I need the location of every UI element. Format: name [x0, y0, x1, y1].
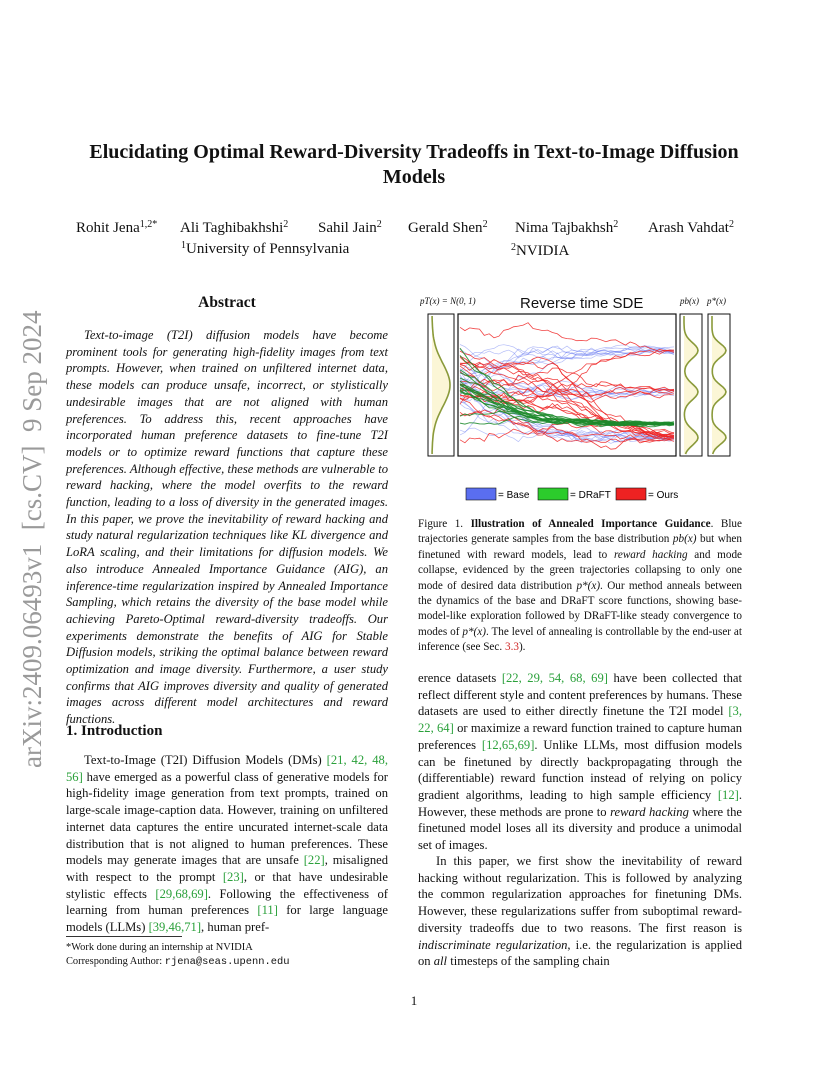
- text-run: . Unlike LLMs, most diffusion models can be finetuned by directly backpropagating through the (differentiable) reward function instead of relying on policy gradient algorithms, leading to high sample efficiency: [418, 737, 742, 802]
- text-run: In this paper, we first show the inevitability of reward hacking without regularization. This is followed by analyzing the common regularization approaches for finetuning DMs. However, these regularizations suffer from suboptimal reward-diversity tradeoffs due to two reasons. The first reason is: [418, 854, 742, 935]
- citation-link[interactable]: [12]: [717, 787, 739, 802]
- legend: [466, 488, 678, 501]
- author: [180, 219, 288, 237]
- author-affiliation-mark: 2: [376, 219, 382, 230]
- citation-link[interactable]: [23]: [222, 869, 244, 884]
- section-reference-link[interactable]: 3.3: [504, 641, 519, 654]
- citation-link[interactable]: [12,65,69]: [481, 737, 535, 752]
- text-run: , i.e. the regularization is applied on: [418, 937, 742, 969]
- affiliation-name: NVIDIA: [516, 243, 570, 259]
- affiliation: [181, 240, 349, 258]
- text-run: have been collected that reflect different style and content preferences by humans. These datasets are used to either directly finetune the T2I model: [418, 671, 743, 719]
- citation-link[interactable]: [11]: [257, 903, 278, 918]
- text-run: Text-to-Image (T2I) Diffusion Models (DMs): [84, 753, 327, 767]
- text-run: . However, these methods are prone to: [418, 787, 742, 819]
- arxiv-identifier-stamp: [8, 290, 52, 770]
- author-name: Rohit Jena: [76, 220, 140, 236]
- section-heading-introduction: 1. Introduction: [66, 723, 163, 739]
- emphasis-text: indiscriminate regularization: [418, 937, 568, 952]
- paper-title: Elucidating Optimal Reward-Diversity Tradeoffs in Text-to-Image Diffusion Models: [89, 141, 739, 188]
- legend-swatch-draft: [538, 488, 568, 500]
- legend-swatch-ours: [616, 488, 646, 500]
- text-run: ).: [518, 641, 526, 654]
- text-run: or maximize a reward function trained to capture human preferences: [418, 721, 743, 752]
- author-affiliation-mark: 2: [613, 219, 619, 230]
- base-distribution-label: pb(x): [680, 296, 699, 306]
- text-run: and mode collapse, evidenced by the green trajectories collapsing to only one mode of desired data distribution: [418, 548, 742, 592]
- affiliation-mark: 1: [181, 240, 186, 251]
- author-affiliation-mark: 1,2*: [139, 219, 158, 230]
- emphasis-text: reward hacking: [613, 548, 688, 561]
- author-name: Nima Tajbakhsh: [515, 220, 614, 236]
- citation-link[interactable]: [39,46,71]: [148, 920, 202, 935]
- text-run: , human pref-: [201, 920, 270, 935]
- text-run: . Following the effectiveness of learning from human preferences: [66, 886, 389, 918]
- author: [76, 219, 157, 237]
- author-email-link[interactable]: rjena@seas.upenn.edu: [164, 956, 290, 968]
- author-name: Sahil Jain: [318, 220, 377, 236]
- footnote-internship: *Work done during an internship at NVIDIA: [66, 942, 253, 953]
- emphasis-text: p*(x): [576, 579, 601, 592]
- author-affiliation-mark: 2: [482, 219, 488, 230]
- abstract-heading: Abstract: [198, 294, 256, 311]
- text-run: , or that have undesirable stylistic effects: [66, 869, 388, 901]
- affiliation-name: University of Pennsylvania: [186, 241, 350, 257]
- footnote-corresponding-author: [66, 955, 289, 969]
- figure-1-illustration: [420, 292, 742, 506]
- text-run: , misaligned with respect to the prompt: [66, 853, 389, 884]
- text-run: . The level of annealing is controllable by the end-user at inference (see Sec.: [418, 625, 742, 654]
- citation-link[interactable]: [21, 42, 48, 56]: [66, 753, 389, 784]
- author-name: Ali Taghibakhshi: [180, 220, 284, 236]
- emphasis-text: all: [433, 954, 448, 969]
- text-run: erence datasets: [418, 671, 502, 685]
- footnote-corr-label: Corresponding Author:: [66, 956, 165, 967]
- affiliation-mark: 2: [511, 242, 516, 253]
- legend-label-ours: = Ours: [648, 490, 679, 501]
- abstract-text: Text-to-image (T2I) diffusion models have become prominent tools for generating high-fidelity images from text prompts. However, when trained on unfiltered internet data, these models can produce unsafe, incorrect, or stylistically undesirable images that are not aligned with human preferences. To address this, recent approaches have incorporated human preference datasets to fine-tune T2I models or to optimize reward functions that capture these preferences. Although effective, these methods are vulnerable to reward hacking, where the model overfits to the reward function, leading to a loss of diversity in the generated images. In this paper, we prove the inevitability of reward hacking and study natural regularization techniques like KL divergence and LoRA scaling, and their limitations for diffusion models. We also introduce Annealed Importance Guidance (AIG), an inference-time regularization inspired by Annealed Importance Sampling, which retains the diversity of the base model while achieving Pareto-Optimal reward-diversity tradeoffs. Our experiments demonstrate the benefits of AIG for Stable Diffusion models, striking the optimal balance between reward optimization and image diversity. Furthermore, a user study confirms that AIG improves diversity and quality of generated images across different model architectures and reward functions.: [66, 328, 388, 727]
- citation-link[interactable]: [22]: [303, 853, 325, 868]
- target-distribution-label: p*(x): [707, 296, 726, 306]
- affiliation: [511, 242, 569, 260]
- author: [318, 219, 382, 237]
- citation-link[interactable]: [29,68,69]: [155, 886, 208, 901]
- text-run: Figure 1.: [418, 518, 471, 530]
- citation-link[interactable]: [22, 29, 54, 68, 69]: [501, 671, 608, 685]
- citation-link[interactable]: [3, 22, 64]: [418, 704, 742, 736]
- text-run: . Blue trajectories generate samples from the base distribution: [418, 518, 742, 546]
- author-affiliation-mark: 2: [728, 219, 734, 230]
- emphasis-text: reward hacking: [610, 804, 689, 819]
- author-affiliation-mark: 2: [283, 219, 289, 230]
- author: [515, 219, 618, 237]
- page-number: 1: [410, 993, 418, 1008]
- prior-distribution-label: pT(x) = N(0, 1): [420, 296, 476, 306]
- figure-title: Reverse time SDE: [520, 295, 644, 312]
- text-run: for large language models (LLMs): [66, 903, 388, 935]
- emphasis-text: p*(x): [462, 625, 486, 638]
- author: [408, 219, 488, 237]
- arxiv-id-text: arXiv:2409.06493v1 [cs.CV] 9 Sep 2024: [17, 310, 47, 768]
- footnote: [66, 941, 289, 969]
- text-run: where the finetuned model loses all its diversity and produce a unimodal set of images.: [418, 804, 742, 853]
- text-run: . Our method anneals between the dynamics of the base and DRaFT score functions, showing base-model-like exploration followed by DRaFT-like steady convergence to modes of: [418, 579, 742, 638]
- text-run: have emerged as a powerful class of generative models for high-fidelity image generation from text prompts, trained on large-scale image-caption data. However, training on unfiltered internet data captures the entire uncurated internet-scale data distribution that is not aligned to human preferences. These models may generate images that are unsafe: [66, 769, 388, 868]
- legend-swatch-base: [466, 488, 496, 500]
- intro-paragraph-continued: [418, 670, 742, 854]
- author: [648, 219, 734, 237]
- text-run: timesteps of the sampling chain: [447, 954, 610, 969]
- text-run: but when finetuned with reward models, lead to: [418, 533, 742, 561]
- intro-paragraph: [66, 752, 388, 936]
- author-name: Gerald Shen: [408, 220, 483, 236]
- footnote-rule: [66, 936, 182, 937]
- figure-1-caption: [418, 517, 742, 656]
- caption-bold-title: Illustration of Annealed Importance Guidance: [470, 518, 711, 530]
- author-name: Arash Vahdat: [648, 220, 729, 236]
- legend-label-draft: = DRaFT: [570, 490, 611, 501]
- legend-label-base: = Base: [498, 490, 530, 501]
- intro-paragraph: [418, 853, 742, 970]
- emphasis-text: pb(x): [672, 533, 697, 546]
